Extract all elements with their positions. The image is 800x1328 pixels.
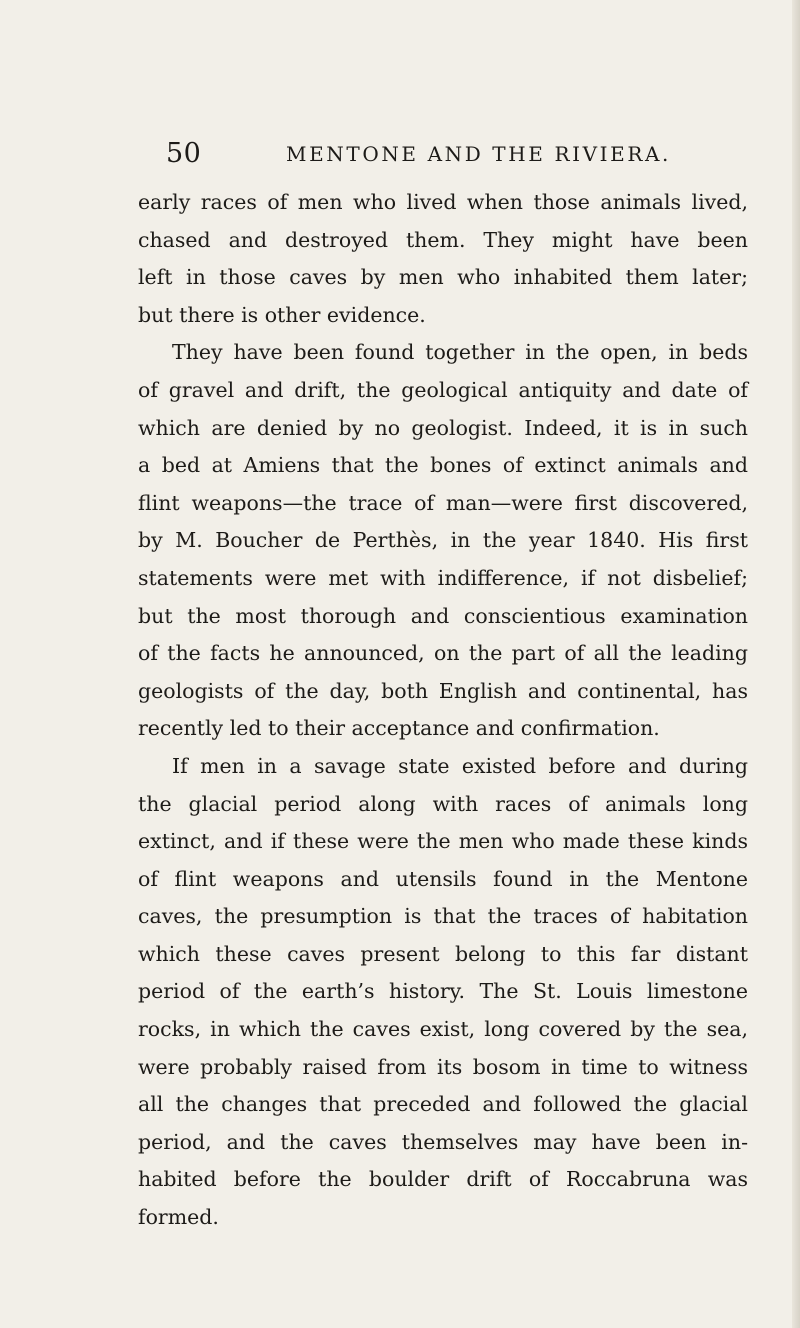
- text-line: of the facts he announced, on the part of all the leading: [138, 641, 748, 666]
- text-line: caves, the presumption is that the traces of habitation: [138, 904, 748, 929]
- text-line: but the most thorough and conscientious examination: [138, 603, 748, 628]
- text-line: the glacial period along with races of animals long: [138, 791, 748, 816]
- text-line: a bed at Amiens that the bones of extinct animals and: [138, 453, 748, 478]
- text-line: period, and the caves themselves may have been in-: [138, 1129, 748, 1154]
- text-line: statements were met with indifference, if not disbelief;: [138, 565, 748, 590]
- text-line: which are denied by no geologist. Indeed, it is in such: [138, 415, 748, 440]
- text-line: formed.: [138, 1205, 219, 1230]
- text-line: recently led to their acceptance and confirmation.: [138, 716, 660, 741]
- running-title: MENTONE AND THE RIVIERA.: [286, 142, 672, 166]
- text-line: They have been found together in the open, in beds: [172, 340, 748, 365]
- text-line: left in those caves by men who inhabited them later;: [138, 265, 748, 290]
- text-line: of gravel and drift, the geological antiquity and date of: [138, 377, 748, 402]
- text-line: If men in a savage state existed before and during: [172, 753, 748, 778]
- text-line: chased and destroyed them. They might have been: [138, 227, 748, 252]
- text-line: were probably raised from its bosom in time to witness: [138, 1054, 748, 1079]
- text-line: which these caves present belong to this far distant: [138, 941, 748, 966]
- text-line: geologists of the day, both English and continental, has: [138, 678, 748, 703]
- text-line: flint weapons—the trace of man—were first discovered,: [138, 490, 748, 515]
- body-text: [138, 184, 748, 1237]
- page-edge: [792, 0, 800, 1328]
- text-line: but there is other evidence.: [138, 302, 426, 327]
- text-line: of flint weapons and utensils found in the Mentone: [138, 866, 748, 891]
- text-line: habited before the boulder drift of Roccabruna was: [138, 1167, 748, 1192]
- text-line: rocks, in which the caves exist, long covered by the sea,: [138, 1017, 748, 1042]
- page-number: 50: [166, 138, 202, 169]
- running-head: [166, 138, 700, 172]
- text-line: period of the earth’s history. The St. Louis limestone: [138, 979, 748, 1004]
- text-line: extinct, and if these were the men who made these kinds: [138, 829, 748, 854]
- text-line: all the changes that preceded and followed the glacial: [138, 1092, 748, 1117]
- text-line: early races of men who lived when those animals lived,: [138, 190, 748, 214]
- text-line: by M. Boucher de Perthès, in the year 1840. His first: [138, 528, 748, 553]
